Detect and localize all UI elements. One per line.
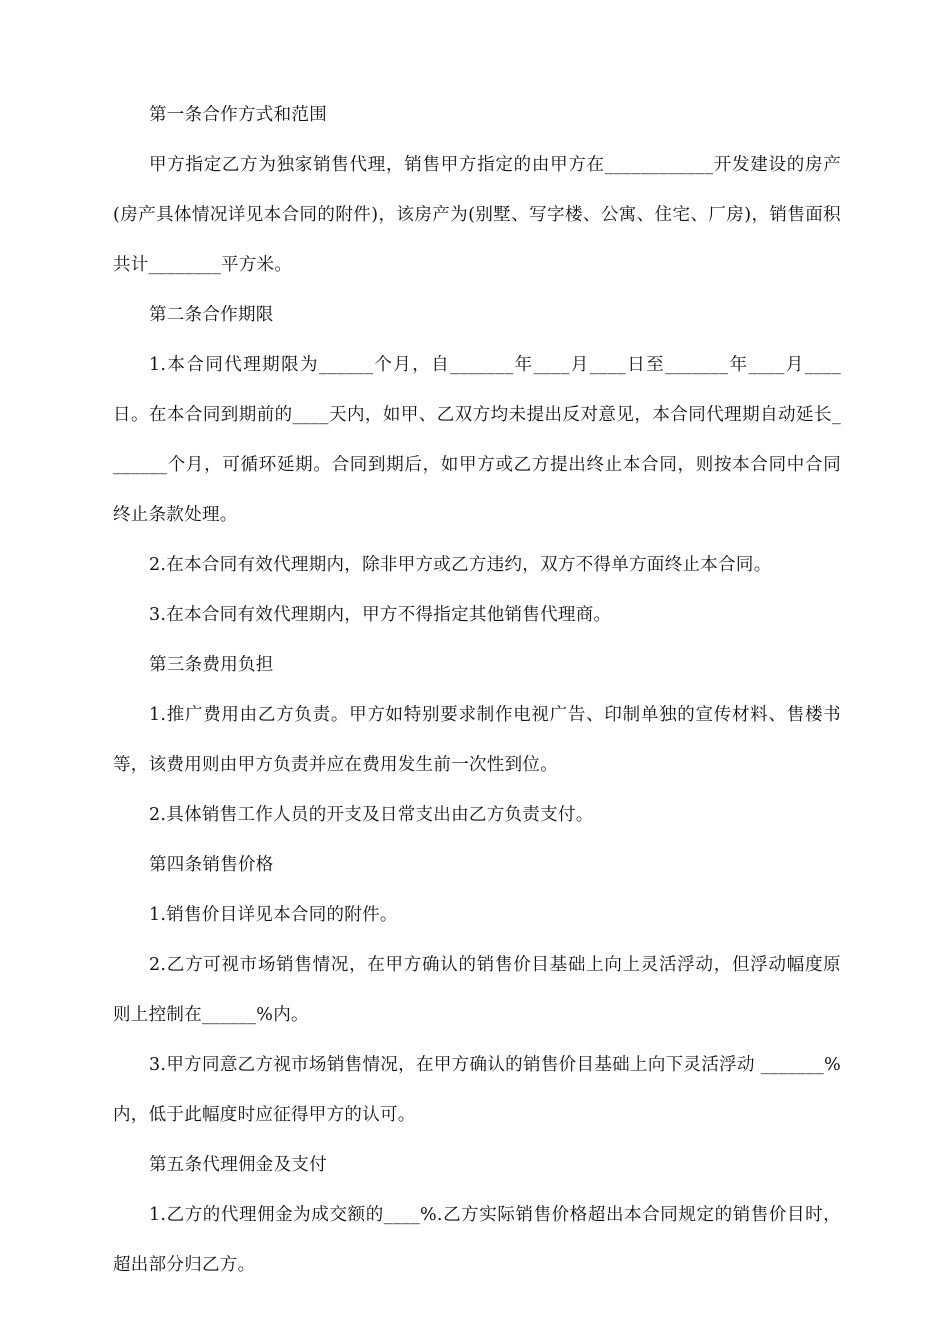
paragraph: 3.甲方同意乙方视市场销售情况，在甲方确认的销售价目基础上向下灵活浮动 _______%内，低于此幅度时应征得甲方的认可。 (113, 1055, 841, 1125)
section-heading-3: 第三条费用负担 (149, 655, 274, 675)
section-heading-1: 第一条合作方式和范围 (149, 105, 327, 125)
section-heading-5: 第五条代理佣金及支付 (149, 1155, 327, 1175)
paragraph: 1.销售价目详见本合同的附件。 (149, 905, 398, 925)
paragraph: 3.在本合同有效代理期内，甲方不得指定其他销售代理商。 (149, 605, 612, 625)
paragraph: 2.具体销售工作人员的开支及日常支出由乙方负责支付。 (149, 805, 594, 825)
paragraph: 甲方指定乙方为独家销售代理，销售甲方指定的由甲方在____________开发建设的房产(房产具体情况详见本合同的附件)，该房产为(别墅、写字楼、公寓、住宅、厂房)，销售面积共计________平方米。 (113, 155, 841, 275)
section-heading-4: 第四条销售价格 (149, 855, 274, 875)
paragraph: 1.本合同代理期限为______个月，自_______年____月____日至_______年____月____日。在本合同到期前的____天内，如甲、乙双方均未提出反对意见，本合同代理期自动延长_______个月，可循环延期。合同到期后，如甲方或乙方提出终止本合同，则按本合同中合同终止条款处理。 (113, 355, 841, 525)
paragraph: 2.乙方可视市场销售情况，在甲方确认的销售价目基础上向上灵活浮动，但浮动幅度原则上控制在______%内。 (113, 955, 841, 1025)
section-heading-2: 第二条合作期限 (149, 305, 274, 325)
document-body (113, 90, 841, 1290)
paragraph: 1.推广费用由乙方负责。甲方如特别要求制作电视广告、印制单独的宣传材料、售楼书等，该费用则由甲方负责并应在费用发生前一次性到位。 (113, 705, 841, 775)
paragraph: 2.在本合同有效代理期内，除非甲方或乙方违约，双方不得单方面终止本合同。 (149, 555, 772, 575)
paragraph: 1.乙方的代理佣金为成交额的____%.乙方实际销售价格超出本合同规定的销售价目时，超出部分归乙方。 (113, 1205, 841, 1275)
